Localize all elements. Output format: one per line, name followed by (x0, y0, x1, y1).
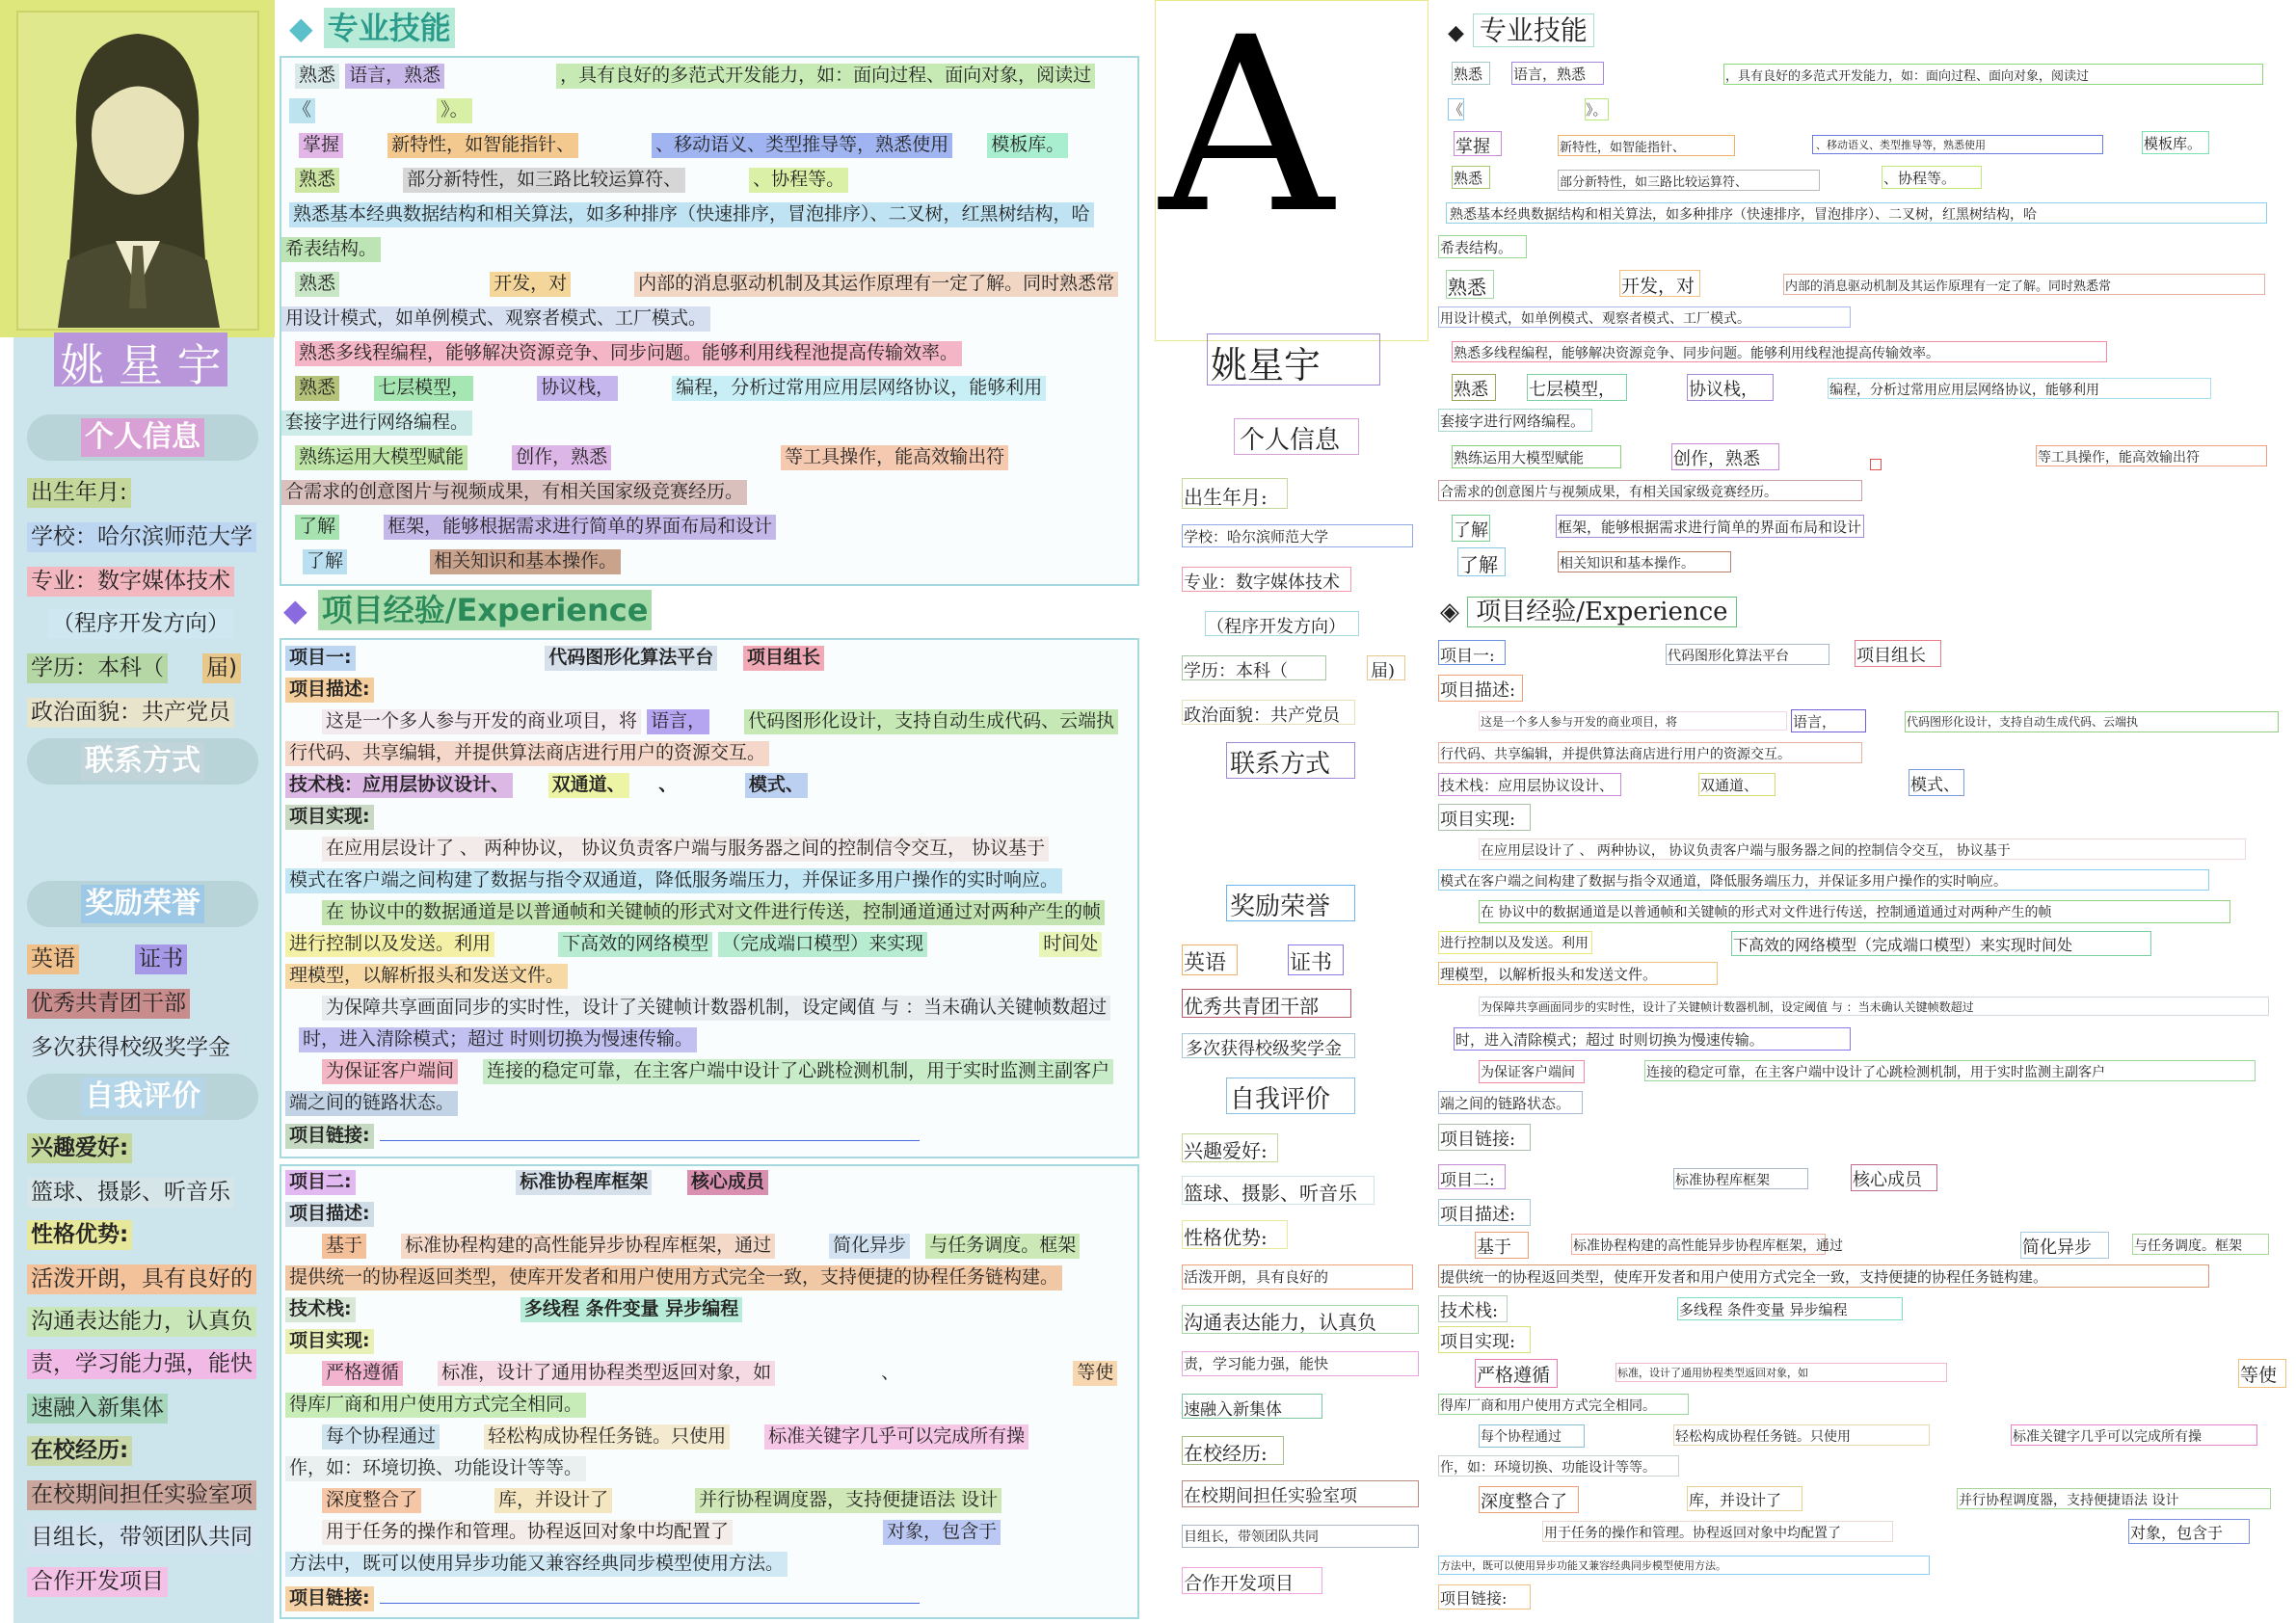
r-p2-desc-2: 提供统一的协程返回类型，使库开发者和用户使用方式完全一致，支持便捷的协程任务链构建。 (1440, 1268, 2048, 1286)
p2-impl-1: 严格遵循 标准，设计了通用协程类型返回对象，如 、 等使 (322, 1361, 1117, 1386)
r-skill-4b: 部分新特性，如三路比较运算符、 (1560, 175, 1749, 190)
r-strength-title: 性格优势: (1184, 1226, 1268, 1249)
r-p2-impl-6b: 对象，包含于 (2130, 1524, 2224, 1542)
r-p1-desc-2: 行代码、共享编辑，并提供算法商店进行用户的资源交互。 (1440, 747, 1791, 762)
hobby-title: 兴趣爱好: (27, 1133, 132, 1163)
p1-desc-title: 项目描述: (285, 678, 374, 703)
portrait-illustration (0, 0, 275, 337)
r-p1-impl-4b: 下高效的网络模型（完成端口模型）来实现时间处 (1733, 936, 2073, 954)
r-p1-desc-title: 项目描述: (1440, 680, 1516, 701)
p2-desc-1: 基于 标准协程构建的高性能异步协程库框架，通过 简化异步 与任务调度。框架 (322, 1234, 1080, 1259)
r-politics: 政治面貌：共产党员 (1184, 705, 1340, 726)
r-p2-impl-5c: 并行协程调度器，支持便捷语法 设计 (1959, 1493, 2179, 1508)
r-p2-head-a: 项目二: (1440, 1171, 1495, 1190)
r-skill-7c: 内部的消息驱动机制及其运作原理有一定了解。同时熟悉常 (1785, 279, 2112, 294)
r-skill-7b: 开发，对 (1621, 276, 1695, 297)
r-skill-15a: 了解 (1459, 553, 1498, 576)
contact-label: 联系方式 (81, 742, 204, 781)
skill-line-12: 熟练运用大模型赋能 创作，熟悉 等工具操作，能高效输出符 (295, 445, 1008, 470)
r-p2-impl-7: 方法中，既可以使用异步功能又兼容经典同步模型使用方法。 (1440, 1559, 1726, 1572)
skill-line-2: 《 》。 (289, 98, 472, 123)
personal-info-label: 个人信息 (81, 418, 204, 457)
award-english: 英语 (27, 945, 79, 974)
r-projects-title: ◈ 项目经验/Experience (1440, 592, 1737, 627)
r-skill-10d: 编程，分析过常用应用层网络协议，能够利用 (1829, 383, 2099, 398)
politics-label: 政治面貌：共产党员 (27, 698, 234, 728)
campus-3: 合作开发项目 (27, 1567, 168, 1597)
r-p2-desc-1d: 与任务调度。框架 (2134, 1238, 2242, 1254)
r-skill-4c: 、协程等。 (1883, 170, 1957, 187)
r-p2-desc-1a: 基于 (1477, 1237, 1511, 1258)
award-league: 优秀共青团干部 (27, 989, 190, 1019)
r-league: 优秀共青团干部 (1184, 995, 1319, 1018)
skill-line-13: 合需求的创意图片与视频成果，有相关国家级竞赛经历。 (281, 480, 747, 505)
p1-impl-5: 理模型，以解析报头和发送文件。 (285, 964, 568, 989)
r-school: 学校：哈尔滨师范大学 (1184, 528, 1329, 545)
r-skill-3d: 模板库。 (2144, 135, 2203, 152)
r-campus-title: 在校经历: (1184, 1442, 1268, 1465)
r-p2-impl-1b: 标准，设计了通用协程类型返回对象，如 (1617, 1367, 1808, 1379)
r-name: 姚星宇 (1211, 344, 1322, 386)
diamond-icon: ◆ (1448, 21, 1464, 45)
r-p2-impl-2: 得库厂商和用户使用方式完全相同。 (1440, 1398, 1656, 1414)
r-skill-5: 熟悉基本经典数据结构和相关算法，如多种排序（快速排序，冒泡排序）、二叉树，红黑树结构，哈 (1450, 207, 2037, 223)
strength-4: 速融入新集体 (27, 1394, 168, 1423)
p1-impl-8: 为保证客户端间 连接的稳定可靠，在主客户端中设计了心跳检测机制，用于实时监测主副客户 (322, 1059, 1113, 1084)
campus-title: 在校经历: (27, 1436, 132, 1466)
r-c3: 合作开发项目 (1184, 1573, 1295, 1594)
p1-impl-9: 端之间的链路状态。 (285, 1091, 458, 1116)
r-p2-stack-title: 技术栈: (1440, 1301, 1499, 1321)
r-birth: 出生年月: (1184, 486, 1268, 509)
birth-label: 出生年月: (27, 478, 131, 508)
section-self-eval (27, 1074, 258, 1120)
r-skill-7a: 熟悉 (1448, 276, 1486, 299)
p2-impl-7: 方法中，既可以使用异步功能又兼容经典同步模型使用方法。 (285, 1552, 788, 1577)
r-p2-head-b: 标准协程库框架 (1675, 1173, 1770, 1188)
r-p1-impl-2: 模式在客户端之间构建了数据与指令双通道，降低服务端压力，并保证多用户操作的实时响应。 (1440, 874, 2007, 890)
r-p1-impl-8a: 为保证客户端间 (1481, 1065, 1575, 1080)
r-p1-impl-5: 理模型，以解析报头和发送文件。 (1440, 966, 1658, 983)
hobby-text: 篮球、摄影、听音乐 (27, 1178, 234, 1208)
major-label: 专业：数字媒体技术 (27, 567, 234, 597)
r-s1: 活泼开朗，具有良好的 (1184, 1268, 1329, 1286)
r-skill-12a: 熟练运用大模型赋能 (1454, 449, 1585, 466)
p2-stack-title: 技术栈: (285, 1297, 356, 1322)
link-underline (380, 1140, 920, 1141)
r-p1-head-b: 代码图形化算法平台 (1668, 649, 1789, 664)
r-p2-head-c: 核心成员 (1853, 1170, 1922, 1190)
r-awards: 奖励荣誉 (1230, 892, 1331, 921)
r-p2-impl-5a: 深度整合了 (1481, 1492, 1567, 1512)
p2-impl-title: 项目实现: (285, 1329, 374, 1354)
r-skill-8: 用设计模式，如单例模式、观察者模式、工厂模式。 (1440, 311, 1750, 327)
strength-3: 责，学习能力强，能快 (27, 1349, 256, 1379)
r-english: 英语 (1184, 951, 1227, 975)
skill-line-14: 了解 框架，能够根据需求进行简单的界面布局和设计 (295, 515, 776, 540)
r-skill-2b: 》。 (1585, 98, 1609, 120)
skill-line-8: 用设计模式，如单例模式、观察者模式、工厂模式。 (281, 306, 710, 332)
direction-label: （程序开发方向） (48, 609, 233, 639)
award-scholarship: 多次获得校级奖学金 (27, 1033, 234, 1063)
p2-impl-6: 用于任务的操作和管理。协程返回对象中均配置了 对象，包含于 (322, 1520, 1001, 1545)
award-cert: 证书 (135, 945, 187, 974)
r-p2-stack: 多线程 条件变量 异步编程 (1679, 1301, 1848, 1318)
p2-impl-2: 得库厂商和用户使用方式完全相同。 (285, 1393, 586, 1418)
p1-desc-2: 行代码、共享编辑，并提供算法商店进行用户的资源交互。 (285, 741, 769, 766)
strength-title: 性格优势: (27, 1220, 132, 1250)
skill-line-4: 熟悉 部分新特性，如三路比较运算符、 、协程等。 (295, 168, 848, 193)
r-p1-head-a: 项目一: (1440, 647, 1495, 666)
r-skill-10c: 协议栈， (1689, 380, 1758, 400)
r-p2-impl-title: 项目实现: (1440, 1332, 1516, 1352)
skill-line-7: 熟悉 开发，对 内部的消息驱动机制及其运作原理有一定了解。同时熟悉常 (295, 272, 1118, 297)
r-self-eval: 自我评价 (1230, 1085, 1331, 1114)
r-skill-14a: 了解 (1454, 520, 1488, 541)
degree-label: 学历：本科（ 届) (27, 653, 241, 683)
r-p1-impl-1: 在应用层设计了 、 两种协议， 协议负责客户端与服务器之间的控制信令交互， 协议基于 (1481, 843, 2011, 859)
strength-2: 沟通表达能力，认真负 (27, 1307, 256, 1337)
r-skill-6: 希表结构。 (1440, 239, 1513, 256)
p2-impl-4: 作，如：环境切换、功能设计等等。 (285, 1456, 586, 1481)
r-p2-impl-3c: 标准关键字几乎可以完成所有操 (2013, 1429, 2202, 1445)
awards-label: 奖励荣誉 (81, 885, 204, 923)
r-p1-stack-b: 双通道、 (1700, 777, 1759, 794)
skill-line-1: 熟悉 语言，熟悉 ，具有良好的多范式开发能力，如：面向过程、面向对象，阅读过 (295, 64, 1095, 89)
r-skill-3c: 、移动语义、类型推导等，熟悉使用 (1816, 139, 1986, 151)
r-p1-impl-3: 在 协议中的数据通道是以普通帧和关键帧的形式对文件进行传送，控制通道通过对两种产生的帧 (1481, 905, 2052, 920)
sidebar-name: 姚 星 宇 (60, 339, 222, 391)
r-p1-link[interactable]: 项目链接: (1440, 1130, 1516, 1150)
skill-line-6: 希表结构。 (281, 237, 381, 262)
skill-line-11: 套接字进行网络编程。 (281, 411, 472, 436)
photo (0, 0, 275, 337)
r-skill-3a: 掌握 (1455, 137, 1490, 157)
p1-impl-3: 在 协议中的数据通道是以普通帧和关键帧的形式对文件进行传送，控制通道通过对两种产生的帧 (322, 900, 1105, 925)
section-awards (27, 881, 258, 927)
p1-impl-4: 进行控制以及发送。利用 下高效的网络模型 （完成端口模型）来实现 时间处 (285, 932, 1102, 957)
r-direction: （程序开发方向） (1207, 617, 1346, 637)
r-skill-1a: 熟悉 (1454, 66, 1483, 83)
r-p2-impl-5b: 库，并设计了 (1689, 1491, 1782, 1509)
r-contact: 联系方式 (1230, 750, 1331, 779)
p1-impl-6: 为保障共享画面同步的实时性，设计了关键帧计数器机制，设定阈值 与 ：当未确认关键帧数超过 (322, 996, 1110, 1021)
p2-head: 项目二: 标准协程库框架 核心成员 (285, 1170, 768, 1195)
r-personal-info: 个人信息 (1240, 426, 1341, 455)
section-personal-info (27, 414, 258, 461)
diamond-icon: ◆ (283, 592, 307, 628)
p1-impl-title: 项目实现: (285, 805, 374, 830)
r-skill-10a: 熟悉 (1454, 380, 1488, 400)
r-p2-link[interactable]: 项目链接: (1440, 1589, 1508, 1608)
link-underline (380, 1603, 920, 1604)
p1-impl-1: 在应用层设计了 、 两种协议， 协议负责客户端与服务器之间的控制信令交互， 协议基于 (322, 837, 1049, 862)
r-p1-impl-6: 为保障共享画面同步的实时性，设计了关键帧计数器机制，设定阈值 与 ：当未确认关键帧数超过 (1481, 1000, 1974, 1014)
r-skill-9: 熟悉多线程编程，能够解决资源竞争、同步问题。能够利用线程池提高传输效率。 (1454, 346, 1939, 361)
p1-impl-7: 时，进入清除模式；超过 时则切换为慢速传输。 (299, 1027, 697, 1052)
skill-line-3: 掌握 新特性，如智能指针、 、移动语义、类型推导等，熟悉使用 模板库。 (299, 133, 1068, 158)
r-s4: 速融入新集体 (1184, 1400, 1282, 1420)
r-hobby: 篮球、摄影、听音乐 (1184, 1182, 1357, 1205)
r-cert: 证书 (1290, 951, 1333, 975)
r-skill-15b: 相关知识和基本操作。 (1560, 556, 1695, 572)
r-p2-impl-6a: 用于任务的操作和管理。协程返回对象中均配置了 (1544, 1526, 1841, 1541)
r-p2-impl-1c: 等使 (2240, 1365, 2278, 1386)
campus-2: 目组长，带领团队共同 (27, 1523, 256, 1553)
r-p1-impl-title: 项目实现: (1440, 810, 1516, 830)
school-label: 学校：哈尔滨师范大学 (27, 522, 256, 552)
r-p1-head-c: 项目组长 (1856, 646, 1926, 666)
r-p2-desc-title: 项目描述: (1440, 1205, 1516, 1225)
r-degree: 学历：本科（ (1184, 661, 1288, 681)
r-skill-13: 合需求的创意图片与视频成果，有相关国家级竞赛经历。 (1440, 485, 1777, 500)
r-p1-desc-1b: 语言， (1793, 713, 1837, 731)
p1-head: 项目一: 代码图形化算法平台 项目组长 (285, 646, 824, 671)
r-p1-desc-1c: 代码图形化设计，支持自动生成代码、云端执 (1907, 715, 2139, 729)
r-p1-impl-4a: 进行控制以及发送。利用 (1440, 936, 1589, 951)
r-p1-stack-a: 技术栈：应用层协议设计、 (1440, 777, 1615, 794)
r-p2-impl-3a: 每个协程通过 (1481, 1429, 1562, 1445)
skill-line-9: 熟悉多线程编程，能够解决资源竞争、同步问题。能够利用线程池提高传输效率。 (295, 341, 962, 366)
projects-title: ◆ 项目经验/Experience (283, 590, 652, 630)
r-p2-impl-4: 作，如：环境切换、功能设计等等。 (1440, 1460, 1656, 1476)
p2-impl-3: 每个协程通过 轻松构成协程任务链。只使用 标准关键字几乎可以完成所有操 (322, 1424, 1028, 1450)
p2-link[interactable]: 项目链接: (285, 1586, 920, 1611)
r-scholarship: 多次获得校级奖学金 (1186, 1039, 1342, 1059)
p2-desc-2: 提供统一的协程返回类型，使库开发者和用户使用方式完全一致，支持便捷的协程任务链构建。 (285, 1265, 1062, 1290)
p2-stack: 多线程 条件变量 异步编程 (521, 1297, 742, 1322)
r-skill-4a: 熟悉 (1454, 170, 1483, 187)
diamond-icon: ◆ (289, 10, 313, 46)
diamond-icon: ◈ (1440, 598, 1459, 626)
r-p1-impl-8b: 连接的稳定可靠，在主客户端中设计了心跳检测机制，用于实时监测主副客户 (1646, 1065, 2105, 1080)
r-s2: 沟通表达能力，认真负 (1184, 1311, 1376, 1334)
skill-line-15: 了解 相关知识和基本操作。 (303, 549, 621, 574)
r-p2-desc-1c: 简化异步 (2022, 1237, 2092, 1258)
r-skill-12b: 创作，熟悉 (1673, 449, 1760, 469)
p1-impl-2: 模式在客户端之间构建了数据与指令双通道，降低服务端压力，并保证多用户操作的实时响应。 (285, 868, 1062, 893)
self-eval-label: 自我评价 (81, 1078, 204, 1116)
skill-line-5: 熟悉基本经典数据结构和相关算法，如多种排序（快速排序，冒泡排序）、二叉树，红黑树结构，哈 (289, 202, 1094, 227)
r-skill-1b: 语言，熟悉 (1513, 66, 1587, 83)
r-p1-impl-9: 端之间的链路状态。 (1440, 1095, 1571, 1112)
p1-link[interactable]: 项目链接: (285, 1124, 920, 1149)
r-c2: 目组长，带领团队共同 (1184, 1530, 1319, 1545)
r-hobby-title: 兴趣爱好: (1184, 1139, 1268, 1162)
r-c1: 在校期间担任实验室项 (1184, 1486, 1357, 1506)
r-degree-b: 届) (1371, 661, 1396, 681)
section-contact (27, 738, 258, 785)
r-skills-title: ◆ 专业技能 (1448, 10, 1594, 48)
strength-1: 活泼开朗，具有良好的 (27, 1264, 256, 1294)
p1-desc-1: 这是一个多人参与开发的商业项目，将 语言， 代码图形化设计，支持自动生成代码、云端执 (322, 709, 1118, 734)
r-box (1870, 459, 1882, 470)
p2-desc-title: 项目描述: (285, 1202, 374, 1227)
r-p2-impl-1a: 严格遵循 (1477, 1365, 1551, 1386)
r-skill-11: 套接字进行网络编程。 (1440, 412, 1586, 430)
big-letter: A (1159, 0, 1334, 266)
skills-title: ◆ 专业技能 (289, 8, 455, 48)
r-skill-3b: 新特性，如智能指针、 (1560, 141, 1686, 155)
r-p2-impl-3b: 轻松构成协程任务链。只使用 (1675, 1429, 1851, 1445)
r-skill-10b: 七层模型， (1529, 380, 1615, 400)
r-skill-1c: ，具有良好的多范式开发能力，如：面向过程、面向对象，阅读过 (1725, 69, 2090, 84)
r-skill-2: 《 (1448, 98, 1464, 120)
r-skill-14b: 框架，能够根据需求进行简单的界面布局和设计 (1558, 519, 1862, 536)
r-major: 专业：数字媒体技术 (1184, 572, 1340, 593)
r-skill-12c: 等工具操作，能高效输出符 (2038, 450, 2200, 466)
r-s3: 责，学习能力强，能快 (1184, 1355, 1329, 1372)
p1-stack: 技术栈：应用层协议设计、 双通道、 、 模式、 (285, 773, 808, 798)
p2-impl-5: 深度整合了 库，并设计了 并行协程调度器，支持便捷语法 设计 (322, 1488, 1001, 1513)
r-p1-impl-7: 时，进入清除模式；超过 时则切换为慢速传输。 (1455, 1031, 1764, 1049)
skill-line-10: 熟悉 七层模型， 协议栈， 编程，分析过常用应用层网络协议，能够利用 (295, 376, 1046, 401)
campus-1: 在校期间担任实验室项 (27, 1480, 256, 1510)
r-p1-desc-1a: 这是一个多人参与开发的商业项目，将 (1481, 715, 1678, 729)
r-p1-stack-c: 模式、 (1910, 776, 1960, 795)
r-p2-desc-1b: 标准协程构建的高性能异步协程库框架，通过 (1573, 1238, 1843, 1254)
